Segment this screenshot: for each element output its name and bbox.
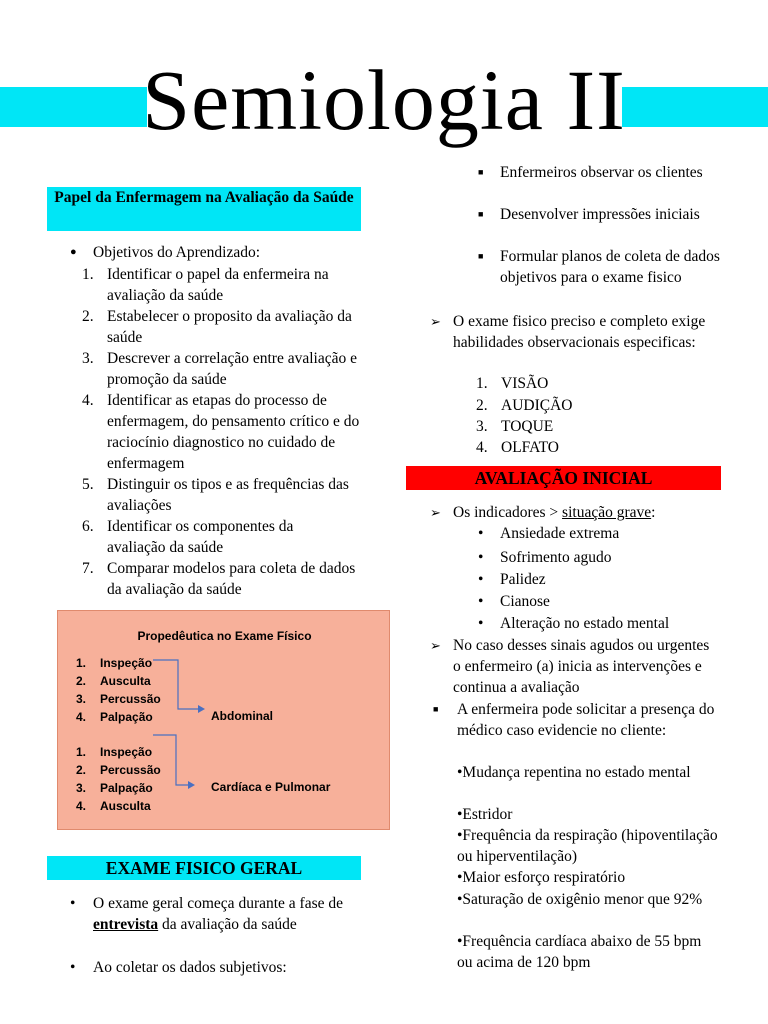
bullet-icon: • [478, 571, 484, 588]
section-header-exame-fisico-geral: EXAME FISICO GERAL [47, 856, 361, 880]
bullet-icon: • [478, 615, 484, 632]
square-bullet-icon: ■ [433, 704, 439, 714]
square-bullet-icon: ■ [478, 209, 484, 219]
square-bullet-icon: ■ [478, 251, 484, 261]
dot-item: •Maior esforço respiratório [457, 869, 626, 886]
square-bullet-icon: ■ [478, 167, 484, 177]
dot-item: •Mudança repentina no estado mental [457, 764, 691, 781]
propedeutica-box: Propedêutica no Exame Físico 1. Inspeção 2. Ausculta 3. Percussão 4. Palpação Abdominal 1. Inspeção 2. Percussão 3. Palpação 4. Ausculta Cardíaca e Pulmonar [57, 610, 390, 830]
box-connector-arrows [58, 611, 391, 831]
bullet-icon: • [70, 959, 76, 976]
box-caption: Propedêutica no Exame Físico [137, 629, 312, 643]
connector-arrow-1 [153, 660, 198, 709]
cardiaca-pulmonar-label: Cardíaca e Pulmonar [211, 780, 331, 794]
arrow-bullet-icon: ➢ [430, 638, 441, 653]
section-header-papel: Papel da Enfermagem na Avaliação da Saúde [47, 187, 361, 231]
bullet-icon: • [70, 895, 76, 912]
bullet-icon: • [478, 525, 484, 542]
bullet-icon: ● [70, 246, 77, 258]
dot-item: •Estridor [457, 806, 513, 823]
connector-arrow-2 [153, 735, 188, 785]
page-title: Semiologia II [142, 52, 626, 148]
connector-arrow-head-1 [198, 705, 205, 713]
section-header-avaliacao-inicial: AVALIAÇÃO INICIAL [406, 466, 721, 490]
bullet-icon: • [478, 593, 484, 610]
dot-item: •Saturação de oxigênio menor que 92% [457, 891, 703, 908]
dot-item: •Frequência da respiração (hipoventilação ou hiperventilação) [457, 827, 718, 865]
abdominal-label: Abdominal [211, 709, 273, 723]
connector-arrow-head-2 [188, 781, 195, 789]
dot-item: •Frequência cardíaca abaixo de 55 bpm ou acima de 120 bpm [457, 933, 702, 971]
arrow-bullet-icon: ➢ [430, 505, 441, 520]
arrow-bullet-icon: ➢ [430, 314, 441, 329]
bullet-icon: • [478, 549, 484, 566]
